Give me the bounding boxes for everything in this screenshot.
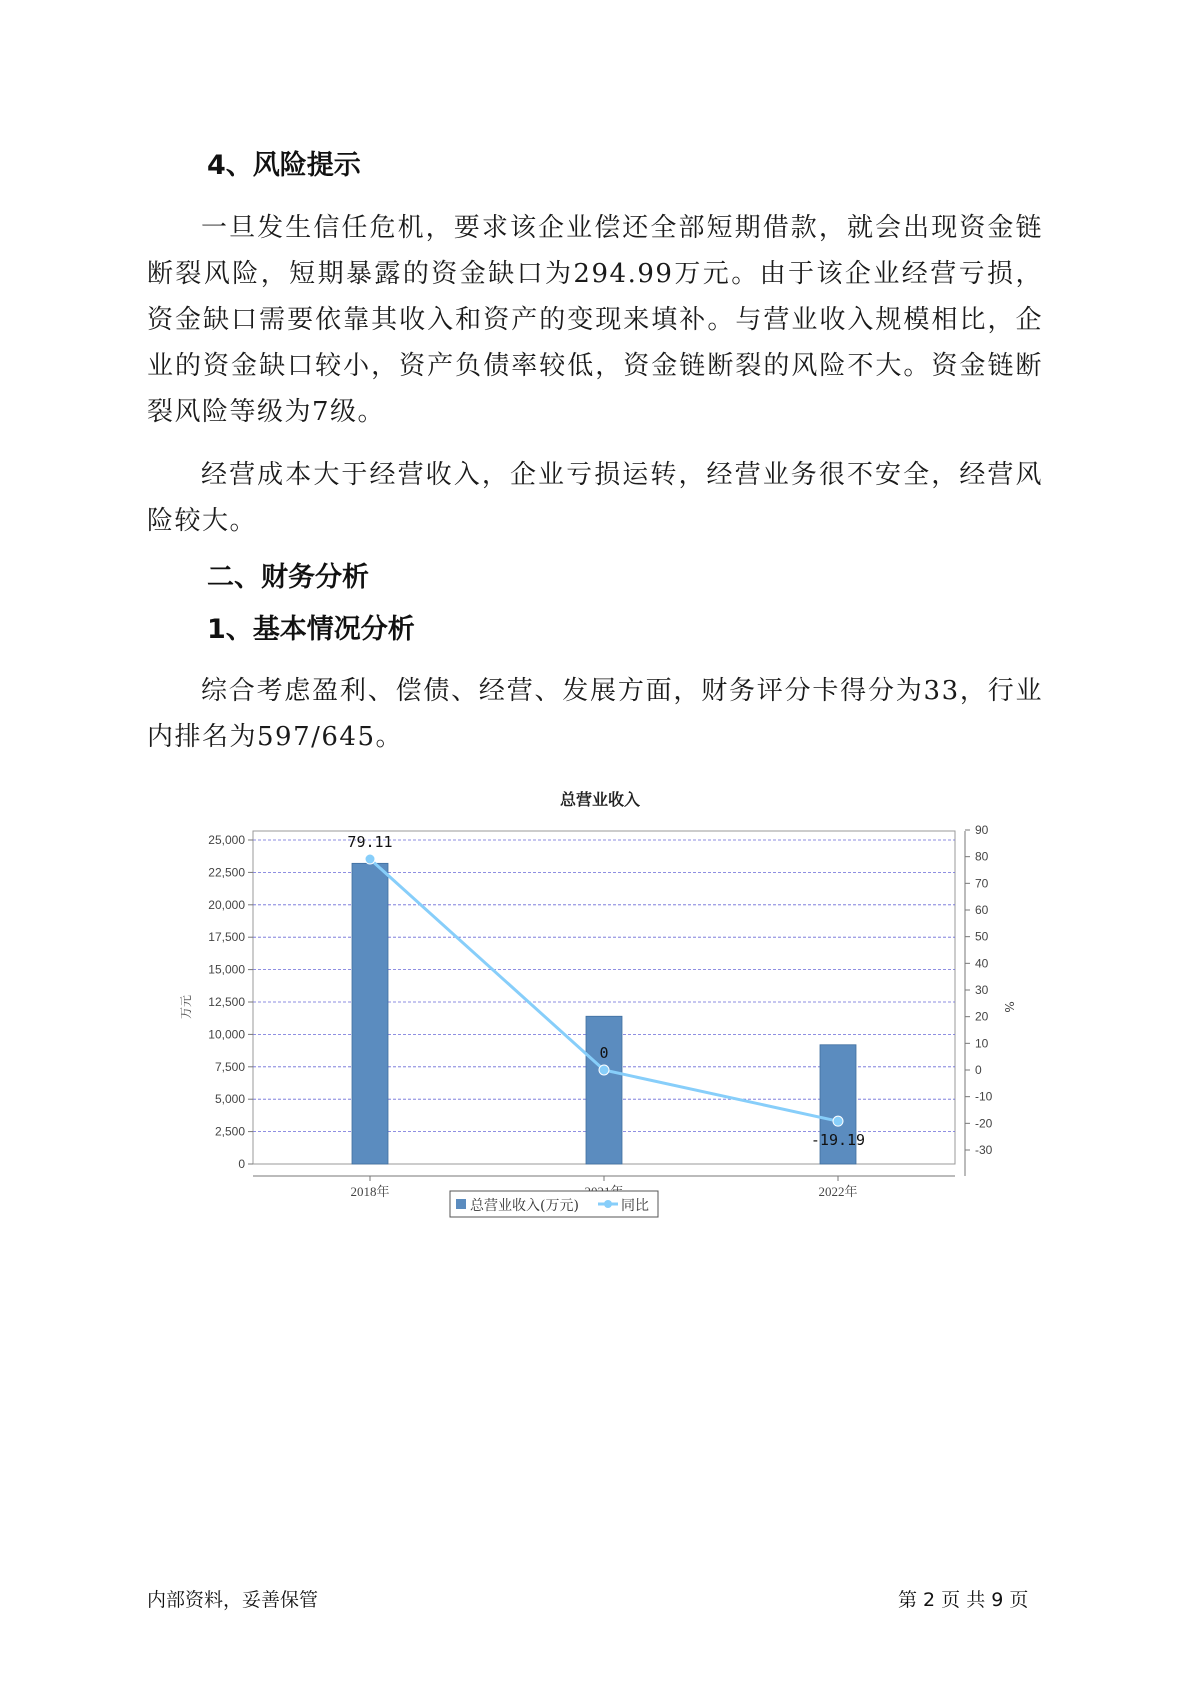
right-tick-label: 20 bbox=[975, 1009, 989, 1024]
right-tick-label: -30 bbox=[975, 1143, 993, 1157]
right-tick-label: -20 bbox=[975, 1116, 993, 1131]
y-axis-label-right: % bbox=[1002, 1001, 1016, 1013]
left-tick-label: 2,500 bbox=[214, 1124, 245, 1139]
revenue-bar bbox=[586, 1016, 622, 1164]
legend-label-revenue: 总营业收入(万元) bbox=[470, 1198, 579, 1214]
chart-title: 总营业收入 bbox=[559, 790, 641, 809]
y-axis-label-left: 万元 bbox=[179, 994, 193, 1020]
risk-paragraph-1: 一旦发生信任危机，要求该企业偿还全部短期借款，就会出现资金链断裂风险，短期暴露的资金缺口为294.99万元。由于该企业经营亏损，资金缺口需要依靠其收入和资产的变现来填补。与营业收入规模相比，企业的资金缺口较小，资产负债率较低，资金链断裂的风险不大。资金链断裂风险等级为7级。 bbox=[147, 213, 1043, 427]
footer-confidential: 内部资料，妥善保管 bbox=[147, 1589, 319, 1611]
right-tick-label: 40 bbox=[975, 956, 989, 971]
yoy-point bbox=[833, 1116, 843, 1126]
left-tick-label: 12,500 bbox=[208, 995, 245, 1009]
right-tick-label: 60 bbox=[975, 903, 989, 917]
section-heading-risk: 4、风险提示 bbox=[207, 150, 361, 181]
left-tick-label: 22,500 bbox=[208, 865, 245, 880]
left-tick-label: 20,000 bbox=[208, 897, 245, 912]
left-tick-label: 0 bbox=[238, 1157, 245, 1171]
x-tick-label: 2018年 bbox=[350, 1184, 390, 1199]
x-tick-label: 2022年 bbox=[818, 1184, 858, 1199]
left-tick-label: 15,000 bbox=[208, 962, 245, 977]
legend-swatch-yoy-dot bbox=[604, 1200, 612, 1208]
revenue-chart bbox=[160, 777, 1040, 1227]
subheading-basic-analysis: 1、基本情况分析 bbox=[207, 614, 415, 645]
right-tick-label: 90 bbox=[975, 823, 989, 837]
left-tick-label: 7,500 bbox=[214, 1059, 245, 1074]
section-heading-finance: 二、财务分析 bbox=[207, 562, 369, 593]
right-tick-label: 10 bbox=[975, 1036, 989, 1051]
yoy-data-label: 0 bbox=[599, 1044, 609, 1062]
left-tick-label: 17,500 bbox=[208, 930, 245, 945]
yoy-point bbox=[365, 854, 375, 864]
revenue-bar bbox=[352, 863, 388, 1164]
legend-swatch-revenue bbox=[456, 1199, 466, 1209]
right-tick-label: 0 bbox=[975, 1063, 982, 1077]
left-tick-label: 5,000 bbox=[214, 1092, 245, 1107]
right-tick-label: 70 bbox=[975, 876, 989, 891]
revenue-chart-svg bbox=[160, 777, 1040, 1227]
right-tick-label: 80 bbox=[975, 849, 989, 864]
right-tick-label: -10 bbox=[975, 1089, 993, 1104]
left-tick-label: 25,000 bbox=[208, 833, 245, 847]
footer-page-number: 第 2 页 共 9 页 bbox=[898, 1589, 1029, 1611]
yoy-data-label: -19.19 bbox=[810, 1131, 866, 1150]
legend-label-yoy: 同比 bbox=[621, 1198, 649, 1214]
left-tick-label: 10,000 bbox=[208, 1027, 245, 1042]
right-tick-label: 30 bbox=[975, 983, 989, 997]
yoy-data-label: 79.11 bbox=[347, 833, 393, 852]
right-tick-label: 50 bbox=[975, 929, 989, 944]
finance-paragraph: 综合考虑盈利、偿债、经营、发展方面，财务评分卡得分为33，行业内排名为597/645。 bbox=[147, 676, 1043, 752]
yoy-point bbox=[599, 1065, 609, 1075]
risk-paragraph-2: 经营成本大于经营收入，企业亏损运转，经营业务很不安全，经营风险较大。 bbox=[147, 460, 1043, 536]
